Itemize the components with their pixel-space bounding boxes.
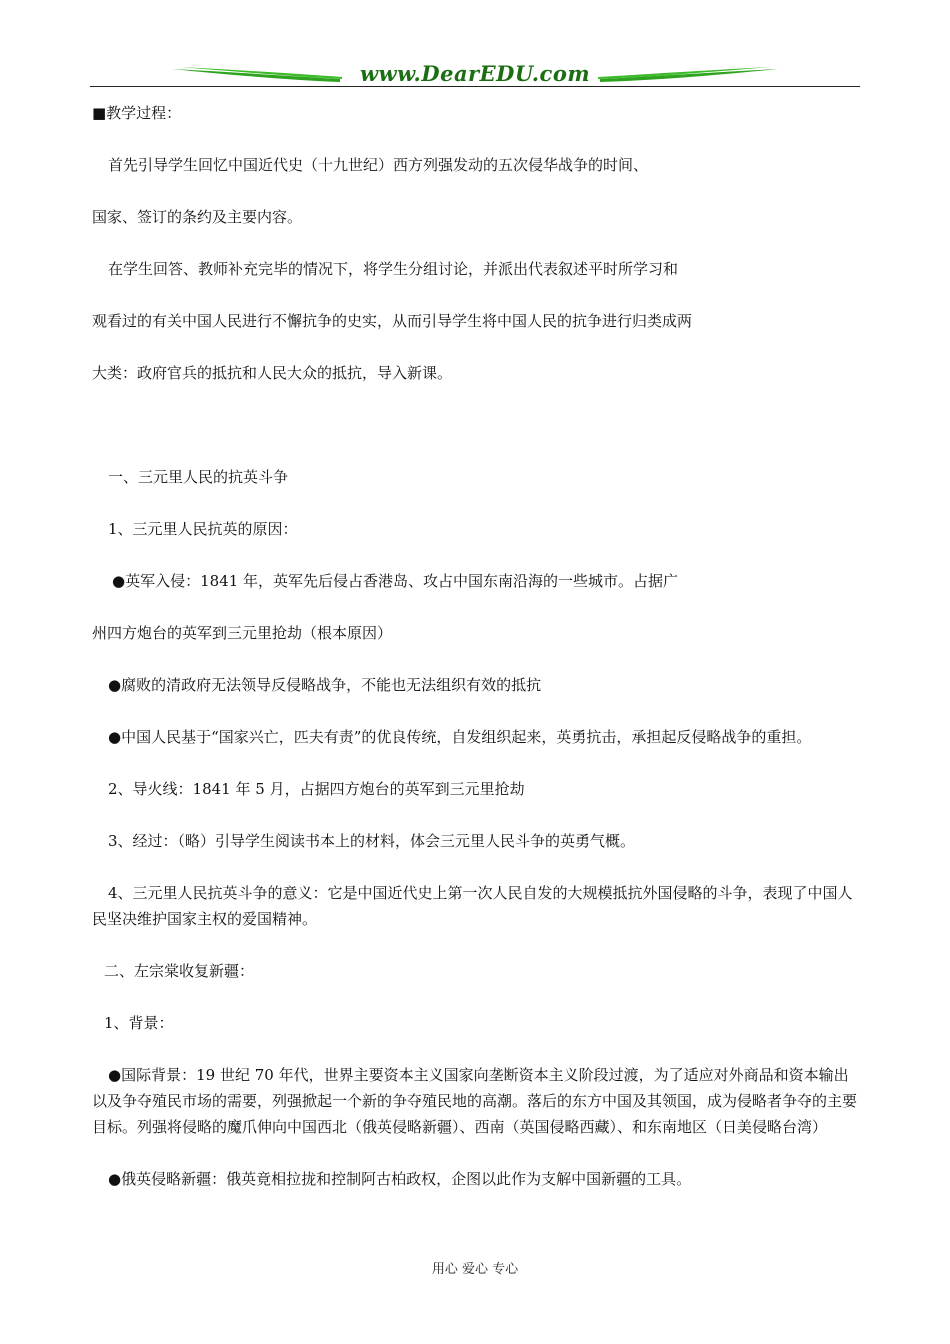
part1-significance: 4、三元里人民抗英斗争的意义：它是中国近代史上第一次人民自发的大规模抵抗外国侵略的斗争，表现了中国人民坚决维护国家主权的爱国精神。 bbox=[92, 884, 853, 928]
part2-bullet-international: ●国际背景：19 世纪 70 年代，世界主要资本主义国家向垄断资本主义阶段过渡，为了适应对外商品和资本输出以及争夺殖民市场的需要，列强掀起一个新的争夺殖民地的高潮。落后的东方中国及其领国，成为侵略者争夺的主要目标。列强将侵略的魔爪伸向中国西北（俄英侵略新疆）、西南（英国侵略西藏）、和东南地区（日美侵略台湾） bbox=[92, 1066, 858, 1136]
page-footer: 用心 爱心 专心 bbox=[431, 1262, 519, 1277]
part1-bullet-1-line-1: ●英军入侵：1841 年，英军先后侵占香港岛、攻占中国东南沿海的一些城市。占据广 bbox=[112, 572, 679, 590]
intro-line-5: 大类：政府官兵的抵抗和人民大众的抵抗，导入新课。 bbox=[92, 364, 453, 382]
part2-bullet-xinjiang: ●俄英侵略新疆：俄英竟相拉拢和控制阿古柏政权，企图以此作为支解中国新疆的工具。 bbox=[108, 1170, 692, 1188]
part1-process: 3、经过：（略）引导学生阅读书本上的材料，体会三元里人民斗争的英勇气概。 bbox=[108, 832, 636, 850]
part1-bullet-3: ●中国人民基于“国家兴亡，匹夫有责”的优良传统，自发组织起来，英勇抗击，承担起反侵略战争的重担。 bbox=[108, 728, 812, 746]
intro-line-1: 首先引导学生回忆中国近代史（十九世纪）西方列强发动的五次侵华战争的时间、 bbox=[108, 156, 649, 174]
part1-bullet-2: ●腐败的清政府无法领导反侵略战争，不能也无法组织有效的抵抗 bbox=[108, 676, 542, 694]
document-body bbox=[92, 100, 860, 1192]
part1-bullet-1-line-2: 州四方炮台的英军到三元里抢劫（根本原因） bbox=[92, 624, 393, 642]
intro-line-3: 在学生回答、教师补充完毕的情况下，将学生分组讨论，并派出代表叙述平时所学习和 bbox=[108, 260, 679, 278]
part1-reason-heading: 1、三元里人民抗英的原因： bbox=[108, 520, 298, 538]
intro-line-2: 国家、签订的条约及主要内容。 bbox=[92, 208, 303, 226]
header-divider bbox=[90, 86, 860, 87]
part1-fuse: 2、导火线：1841 年 5 月，占据四方炮台的英军到三元里抢劫 bbox=[108, 780, 525, 798]
section-heading: ■教学过程： bbox=[92, 104, 182, 122]
intro-line-4: 观看过的有关中国人民进行不懈抗争的史实，从而引导学生将中国人民的抗争进行归类成两 bbox=[92, 312, 693, 330]
part2-title: 二、左宗棠收复新疆： bbox=[104, 962, 255, 980]
part1-title: 一、三元里人民的抗英斗争 bbox=[108, 468, 289, 486]
part2-background-heading: 1、背景： bbox=[104, 1014, 174, 1032]
site-logo-text[interactable]: www.DearEDU.com bbox=[359, 61, 591, 86]
